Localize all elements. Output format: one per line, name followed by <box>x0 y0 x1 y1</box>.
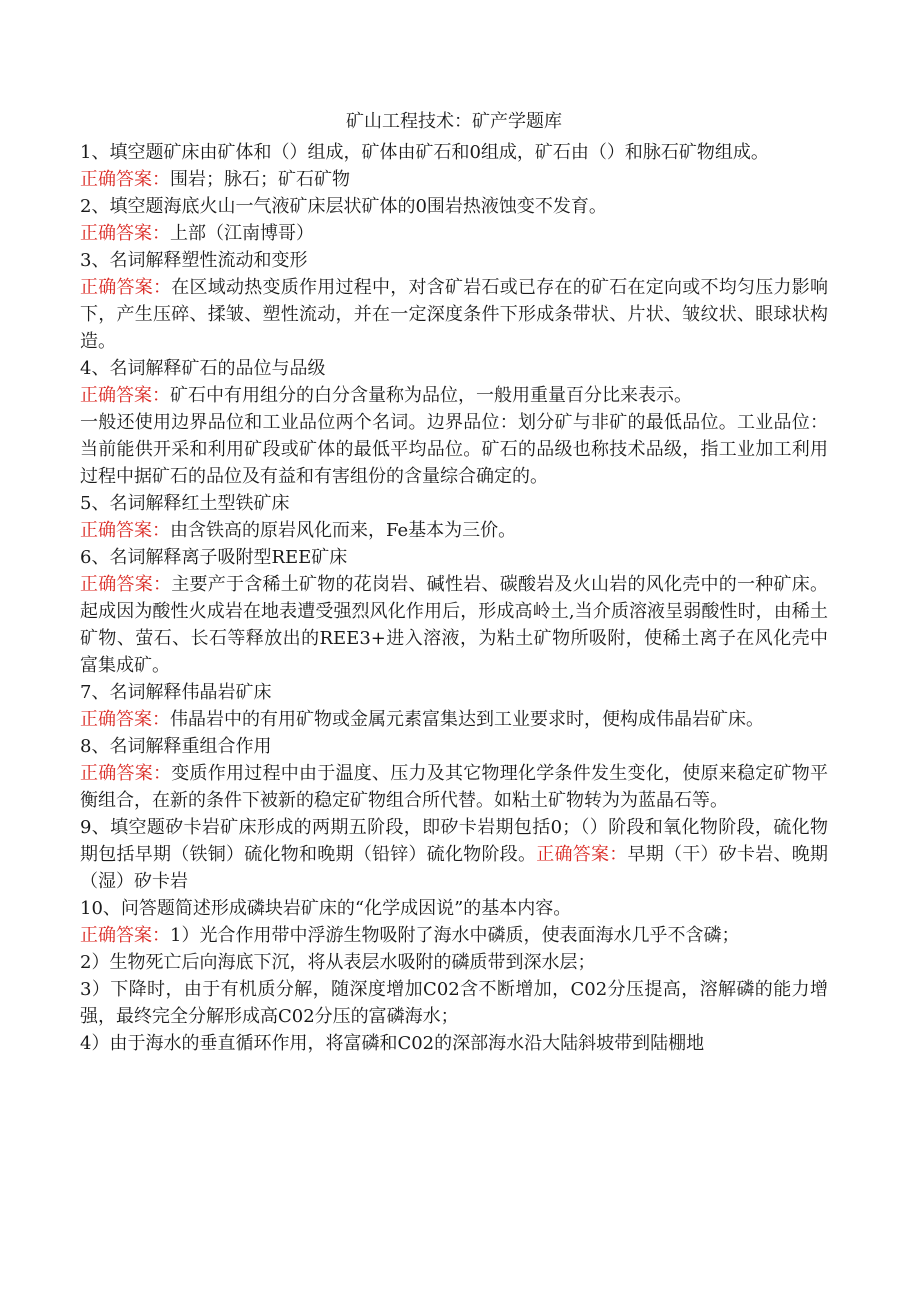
answer-label: 正确答案： <box>80 223 170 244</box>
answer-label: 正确答案： <box>80 574 172 595</box>
answer-label: 正确答案： <box>80 277 172 298</box>
question-10: 10、问答题简述形成磷块岩矿床的“化学成因说”的基本内容。 <box>80 898 572 919</box>
answer-4 <box>80 382 828 409</box>
answer-label: 正确答案： <box>80 925 170 946</box>
answer-label: 正确答案： <box>80 709 170 730</box>
answer-1 <box>80 166 828 193</box>
answer-8-text: 变质作用过程中由于温度、压力及其它物理化学条件发生变化，使原来稳定矿物平衡组合，在新的条件下被新的稳定矿物组合所代替。如粘土矿物转为为蓝晶石等。 <box>80 763 828 811</box>
answer-label: 正确答案： <box>80 520 170 541</box>
answer-10-line-4: 4）由于海水的垂直循环作用，将富磷和C02的深部海水沿大陆斜坡带到陆棚地 <box>80 1033 705 1054</box>
question-8: 8、名词解释重组合作用 <box>80 736 272 757</box>
question-4: 4、名词解释矿石的品位与品级 <box>80 358 326 379</box>
answer-8 <box>80 760 828 814</box>
question-9 <box>80 814 828 895</box>
answer-6-text: 主要产于含稀土矿物的花岗岩、碱性岩、碳酸岩及火山岩的风化壳中的一种矿床。起成因为酸性火成岩在地表遭受强烈风化作用后，形成高岭土,当介质溶液呈弱酸性时，由稀土矿物、萤石、长石等释放出的REE3+进入溶液，为粘土矿物所吸附，使稀土离子在风化壳中富集成矿。 <box>80 574 828 676</box>
answer-10-line-2: 2）生物死亡后向海底下沉，将从表层水吸附的磷质带到深水层； <box>80 952 596 973</box>
document-title: 矿山工程技术：矿产学题库 <box>346 111 562 132</box>
question-6: 6、名词解释离子吸附型REE矿床 <box>80 547 348 568</box>
question-7: 7、名词解释伟晶岩矿床 <box>80 682 272 703</box>
answer-1-text: 围岩；脉石；矿石矿物 <box>170 169 350 190</box>
answer-10-line-3: 3）下降时，由于有机质分解，随深度增加C02含不断增加，C02分压提高，溶解磷的能力增强，最终完全分解形成高C02分压的富磷海水； <box>80 979 828 1027</box>
answer-label: 正确答案： <box>80 763 172 784</box>
answer-label: 正确答案： <box>80 169 170 190</box>
answer-7 <box>80 706 828 733</box>
question-5: 5、名词解释红土型铁矿床 <box>80 493 290 514</box>
answer-6 <box>80 571 828 679</box>
answer-9-text: 早期（干）矽卡岩、晚期（湿）矽卡岩 <box>80 844 828 892</box>
answer-2-text: 上部（江南博哥） <box>170 223 314 244</box>
document-page <box>80 108 828 1057</box>
answer-3-text: 在区域动热变质作用过程中，对含矿岩石或已存在的矿石在定向或不均匀压力影响下，产生压碎、揉皱、塑性流动，并在一定深度条件下形成条带状、片状、皱纹状、眼球状构造。 <box>80 277 828 352</box>
answer-5 <box>80 517 828 544</box>
answer-label: 正确答案： <box>80 385 170 406</box>
question-1: 1、填空题矿床由矿体和（）组成，矿体由矿石和0组成，矿石由（）和脉石矿物组成。 <box>80 142 769 163</box>
question-9-text: 9、填空题矽卡岩矿床形成的两期五阶段，即矽卡岩期包括0；（）阶段和氧化物阶段，硫化物期包括早期（铁铜）硫化物和晚期（铅锌）硫化物阶段。 <box>80 817 828 865</box>
question-3: 3、名词解释塑性流动和变形 <box>80 250 308 271</box>
answer-2 <box>80 220 828 247</box>
answer-3 <box>80 274 828 355</box>
answer-10-text: 1）光合作用带中浮游生物吸附了海水中磷质，使表面海水几乎不含磷； <box>170 925 740 946</box>
answer-5-text: 由含铁高的原岩风化而来，Fe基本为三价。 <box>170 520 517 541</box>
answer-7-text: 伟晶岩中的有用矿物或金属元素富集达到工业要求时，便构成伟晶岩矿床。 <box>170 709 764 730</box>
answer-4-extra: 一般还使用边界品位和工业品位两个名词。边界品位：划分矿与非矿的最低品位。工业品位：当前能供开采和利用矿段或矿体的最低平均品位。矿石的品级也称技术品级，指工业加工利用过程中据矿石的品位及有益和有害组份的含量综合确定的。 <box>80 412 828 487</box>
answer-label: 正确答案： <box>536 844 628 865</box>
answer-4-text: 矿石中有用组分的白分含量称为品位，一般用重量百分比来表示。 <box>170 385 692 406</box>
question-2: 2、填空题海底火山一气液矿床层状矿体的0围岩热液蚀变不发育。 <box>80 196 607 217</box>
answer-10 <box>80 922 828 949</box>
